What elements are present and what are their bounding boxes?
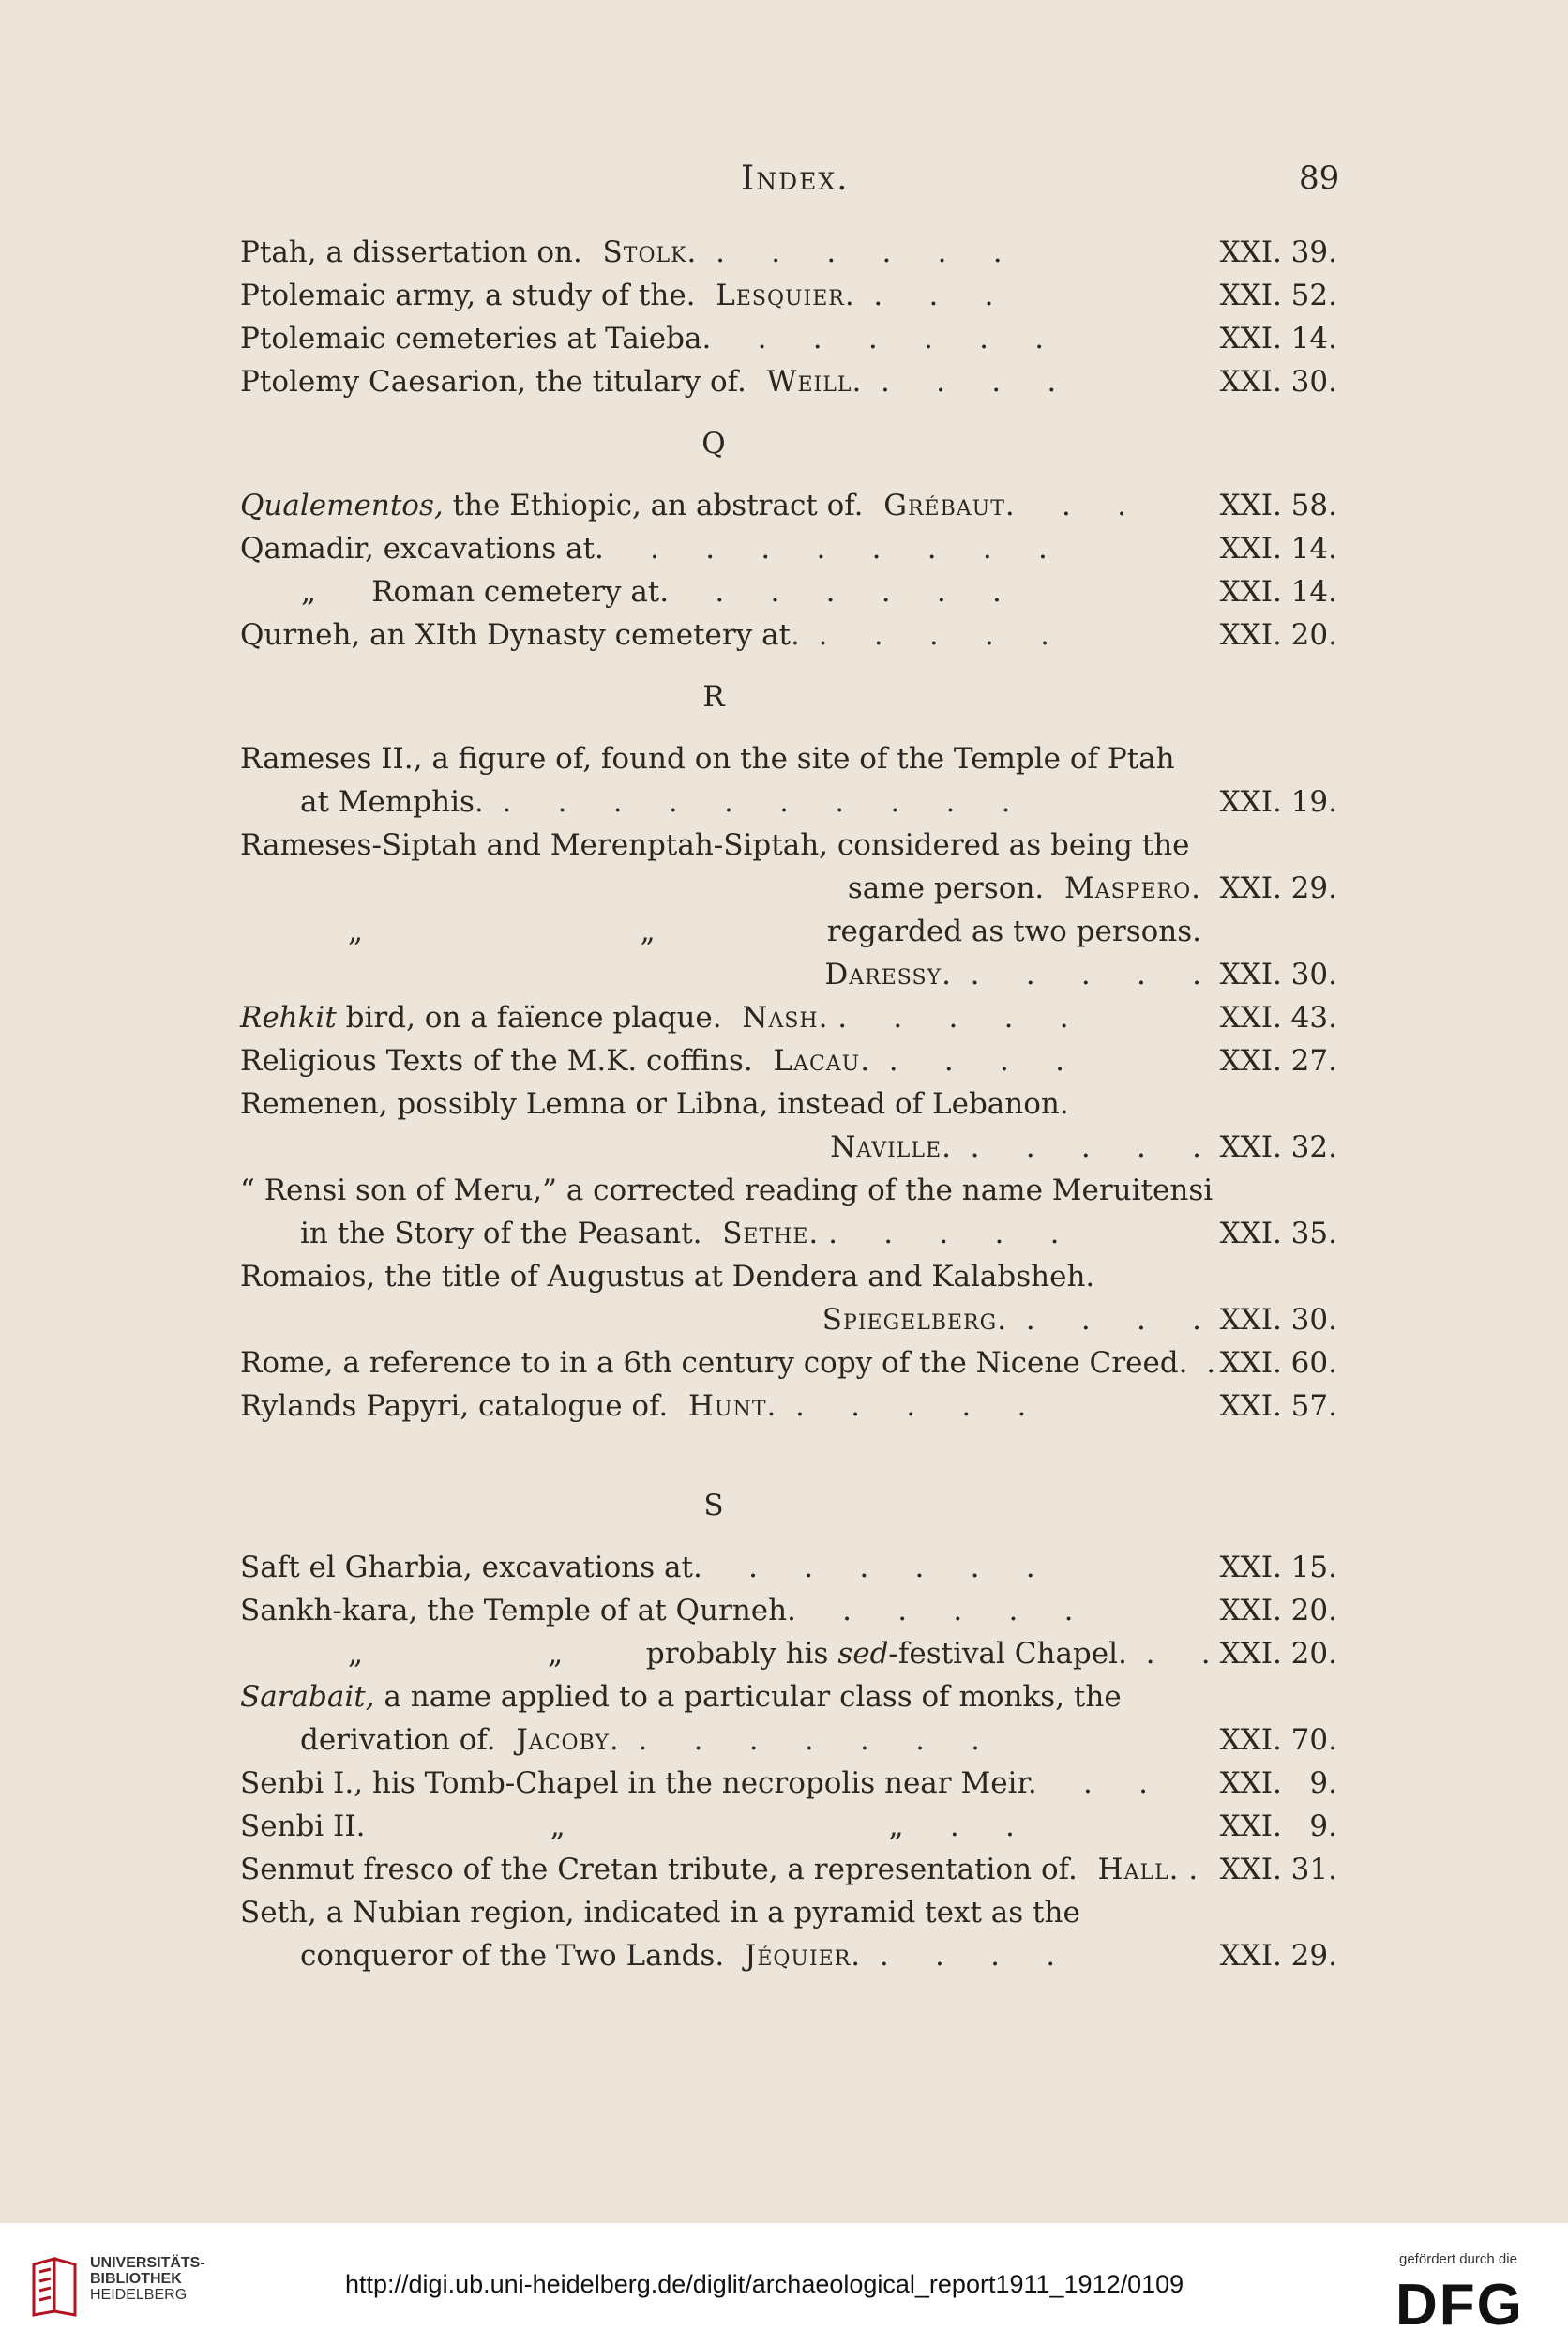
entry-reference: XXI. 60. (1219, 1346, 1337, 1380)
index-entry (240, 1934, 1337, 1977)
entry-text-part: Ptolemaic cemeteries at Taieba. (240, 322, 712, 356)
dot-leader: . . . . . . (669, 575, 1002, 609)
dot-leader: . . (903, 1809, 1015, 1843)
entry-text (805, 953, 1201, 996)
dot-leader: . . (1036, 1766, 1148, 1800)
entry-text (240, 274, 994, 317)
entry-text (240, 1255, 1094, 1298)
entry-text (300, 780, 1010, 824)
ditto-mark: „ „ (365, 1809, 904, 1843)
entry-text (240, 1848, 1198, 1891)
dot-leader: . . . . (1007, 1303, 1201, 1337)
entry-text (240, 1039, 1064, 1082)
dot-leader: . . . . . . . (619, 1723, 981, 1757)
index-entry (240, 274, 1337, 317)
entry-author: Weill. (746, 365, 863, 399)
entry-text-part: Qurneh, an XIth Dynasty cemetery at. (240, 618, 800, 652)
entry-reference: XXI. 9. (1219, 1766, 1337, 1800)
dot-leader: . . . . . (799, 618, 1049, 652)
entry-continuation: derivation of. (300, 1723, 496, 1757)
dot-leader: . . . . (862, 365, 1057, 399)
entry-author: Stolk. (581, 235, 698, 269)
entry-text (348, 1632, 1211, 1675)
entry-text (300, 1212, 1059, 1255)
dot-leader: . . . . . (951, 958, 1201, 991)
entry-text-part: Senmut fresco of the Cretan tribute, a representation of. (240, 1853, 1078, 1886)
index-entry (240, 1126, 1337, 1169)
entry-text-part: Seth, a Nubian region, indicated in a pyramid text as the (240, 1896, 1080, 1930)
index-entry (240, 1385, 1337, 1428)
dfg-logo: DFG (1395, 2273, 1524, 2338)
index-entry (240, 527, 1337, 570)
index-entry (240, 1848, 1337, 1891)
entry-text (240, 1082, 1069, 1126)
entry-text-part: “ Rensi son of Meru,” a corrected reading of the name Meruitensi (240, 1173, 1214, 1207)
index-entry (240, 1039, 1337, 1082)
dot-leader: . . (1015, 489, 1126, 522)
entry-text (810, 1126, 1201, 1169)
entry-reference: XXI. 39. (1219, 235, 1337, 269)
entry-continuation: same person. (847, 871, 1045, 905)
entry-italic: Sarabait, (240, 1680, 375, 1714)
index-entry (240, 1718, 1337, 1762)
dot-leader: . . . . . . . . . . (483, 785, 1011, 819)
index-entry (240, 231, 1337, 274)
entry-reference: XXI. 58. (1219, 489, 1337, 522)
entry-text-part: Saft el Gharbia, excavations at. (240, 1551, 702, 1584)
index-entry (240, 737, 1337, 780)
entry-reference: XXI. 35. (1219, 1217, 1337, 1250)
entry-continuation: regarded as two persons. (826, 915, 1201, 948)
dot-leader: . . . . . (776, 1389, 1027, 1423)
index-entry (240, 824, 1337, 867)
entry-reference: XXI. 14. (1219, 532, 1337, 566)
page-title: Index. (741, 159, 850, 198)
entry-continuation: in the Story of the Peasant. (300, 1217, 702, 1250)
dot-leader: . . . . . . (711, 322, 1045, 356)
entry-text (240, 527, 1048, 570)
dot-leader: . . . . . . (697, 235, 1003, 269)
entry-reference: XXI. 20. (1219, 1637, 1337, 1671)
entry-reference: XXI. 27. (1219, 1044, 1337, 1078)
index-entry (240, 1298, 1337, 1341)
entry-text (301, 570, 1002, 613)
ditto-mark: „ „ (348, 915, 656, 948)
index-entry (240, 1546, 1337, 1589)
entry-text-part: probably his (645, 1637, 838, 1671)
entry-text (240, 317, 1044, 360)
index-entry (240, 1212, 1337, 1255)
entry-italic: Rehkit (240, 1001, 337, 1035)
dot-leader: . . (1126, 1637, 1211, 1671)
index-entry (240, 953, 1337, 996)
entry-text-part: Sankh-kara, the Temple of at Qurneh. (240, 1594, 796, 1627)
entry-author: Nash. (721, 1001, 829, 1035)
entry-text-part: -festival Chapel. (888, 1637, 1127, 1671)
entry-text (240, 613, 1049, 657)
entry-reference: XXI. 30. (1219, 1303, 1337, 1337)
dot-leader: . (1187, 1346, 1216, 1380)
entry-text (300, 1718, 980, 1762)
index-entry (240, 1632, 1337, 1675)
ditto-mark: „ (301, 575, 372, 609)
permalink-url[interactable]: http://digi.ub.uni-heidelberg.de/diglit/archaeological_report1911_1912/0109 (345, 2270, 1184, 2298)
entry-reference: XXI. 15. (1219, 1551, 1337, 1584)
entry-text-part: Ptolemy Caesarion, the titulary of. (240, 365, 746, 399)
entry-text-part: bird, on a faïence plaque. (336, 1001, 722, 1035)
entry-text (240, 1169, 1213, 1212)
entry-author: Naville. (809, 1130, 952, 1164)
dot-leader: . . . . . (951, 1130, 1201, 1164)
entry-reference: XXI. 32. (1219, 1130, 1337, 1164)
index-entry (240, 570, 1337, 613)
entry-text-part: the Ethiopic, an abstract of. (443, 489, 864, 522)
index-entry (240, 1589, 1337, 1632)
dot-leader: . . . . . (819, 1217, 1060, 1250)
dot-leader: . . . . . (795, 1594, 1074, 1627)
entry-text-part: Qamadir, excavations at. (240, 532, 604, 566)
entry-author: Lesquier. (695, 279, 855, 312)
section-heading-s: S (703, 1489, 724, 1522)
entry-author: Spiegelberg. (802, 1303, 1008, 1337)
entry-text (240, 1589, 1074, 1632)
index-entry (240, 1762, 1337, 1805)
entry-reference: XXI. 14. (1219, 575, 1337, 609)
entry-text-part: Rameses II., a figure of, found on the site of the Temple of Ptah (240, 742, 1175, 776)
sponsor-note: gefördert durch die (1399, 2251, 1517, 2267)
index-entry (240, 1255, 1337, 1298)
entry-text (240, 1341, 1215, 1385)
index-entry (240, 910, 1337, 953)
entry-text-part: Ptolemaic army, a study of the. (240, 279, 696, 312)
entry-text-part: Rome, a reference to in a 6th century copy of the Nicene Creed. (240, 1346, 1188, 1380)
entry-reference: XXI. 20. (1219, 1594, 1337, 1627)
entry-italic: sed (837, 1637, 889, 1671)
entry-author: Lacau. (752, 1044, 871, 1078)
entry-reference: XXI. 29. (1219, 871, 1337, 905)
entry-text (240, 824, 1190, 867)
entry-author: Jéquier. (724, 1939, 862, 1973)
index-entry (240, 484, 1337, 527)
entry-text (240, 360, 1056, 403)
ditto-mark: „ „ (348, 1637, 646, 1671)
entry-text (848, 867, 1201, 910)
entry-text-part: Romaios, the title of Augustus at Dendera and Kalabsheh. (240, 1260, 1095, 1294)
index-entry (240, 1082, 1337, 1126)
entry-reference: XXI. 30. (1219, 958, 1337, 991)
entry-reference: XXI. 52. (1219, 279, 1337, 312)
entry-text-part: Ptah, a dissertation on. (240, 235, 582, 269)
dot-leader: . . . . . . . . (603, 532, 1048, 566)
entry-text (240, 1385, 1026, 1428)
entry-reference: XXI. 20. (1219, 618, 1337, 652)
entry-author: Maspero. (1044, 871, 1201, 905)
entry-author: Hunt. (668, 1389, 777, 1423)
entry-reference: XXI. 31. (1219, 1853, 1337, 1886)
entry-text-part: Rylands Papyri, catalogue of. (240, 1389, 669, 1423)
library-name: UNIVERSITÄTS- BIBLIOTHEK HEIDELBERG (90, 2255, 205, 2303)
dot-leader: . . . . . (828, 1001, 1069, 1035)
entry-text-part: Remenen, possibly Lemna or Libna, instead of Lebanon. (240, 1087, 1069, 1121)
entry-text (827, 910, 1201, 953)
dot-leader: . . . . (861, 1939, 1056, 1973)
entry-reference: XXI. 29. (1219, 1939, 1337, 1973)
entry-text-part: Senbi II. (240, 1809, 366, 1843)
index-entry (240, 867, 1337, 910)
entry-author: Hall. (1077, 1853, 1180, 1886)
entry-text-part: a name applied to a particular class of monks, the (374, 1680, 1122, 1714)
entry-continuation: conqueror of the Two Lands. (300, 1939, 725, 1973)
entry-reference: XXI. 14. (1219, 322, 1337, 356)
entry-author: Jacoby. (495, 1723, 620, 1757)
index-entry (240, 317, 1337, 360)
index-entry (240, 1891, 1337, 1934)
index-entry (240, 780, 1337, 824)
section-heading-q: Q (701, 427, 726, 461)
entry-text-part: Roman cemetery at. (371, 575, 670, 609)
entry-text (240, 231, 1003, 274)
entry-italic: Qualementos, (240, 489, 444, 522)
index-content (240, 231, 1337, 1977)
entry-text-part: Senbi I., his Tomb-Chapel in the necropolis near Meir. (240, 1766, 1037, 1800)
entry-text-part: Religious Texts of the M.K. coffins. (240, 1044, 753, 1078)
section-heading-r: R (702, 680, 725, 714)
entry-text (300, 1934, 1055, 1977)
entry-reference: XXI. 19. (1219, 785, 1337, 819)
index-entry (240, 1341, 1337, 1385)
entry-text (240, 484, 1126, 527)
digitization-footer (0, 2223, 1568, 2346)
page-number: 89 (1299, 159, 1340, 197)
entry-text (802, 1298, 1201, 1341)
index-entry (240, 996, 1337, 1039)
entry-text (240, 996, 1069, 1039)
library-logo-icon (26, 2257, 83, 2317)
entry-continuation: at Memphis. (300, 785, 484, 819)
index-entry (240, 1805, 1337, 1848)
index-entry (240, 1169, 1337, 1212)
entry-text (240, 1546, 1035, 1589)
dot-leader: . . . . (870, 1044, 1065, 1078)
entry-text (240, 737, 1175, 780)
entry-author: Sethe. (701, 1217, 820, 1250)
running-header (0, 159, 1568, 206)
dot-leader: . . . . . . (701, 1551, 1035, 1584)
dot-leader: . (1179, 1853, 1199, 1886)
entry-text (240, 1762, 1148, 1805)
entry-text (240, 1805, 1015, 1848)
entry-reference: XXI. 30. (1219, 365, 1337, 399)
dot-leader: . . . (854, 279, 994, 312)
entry-reference: XXI. 43. (1219, 1001, 1337, 1035)
entry-text (240, 1675, 1122, 1718)
entry-text (240, 1891, 1080, 1934)
entry-reference: XXI. 70. (1219, 1723, 1337, 1757)
entry-reference: XXI. 9. (1219, 1809, 1337, 1843)
entry-author: Grébaut. (863, 489, 1016, 522)
entry-text-part: Rameses-Siptah and Merenptah-Siptah, considered as being the (240, 828, 1190, 862)
index-entry (240, 360, 1337, 403)
entry-author: Daressy. (804, 958, 952, 991)
entry-reference: XXI. 57. (1219, 1389, 1337, 1423)
index-entry (240, 613, 1337, 657)
index-entry (240, 1675, 1337, 1718)
